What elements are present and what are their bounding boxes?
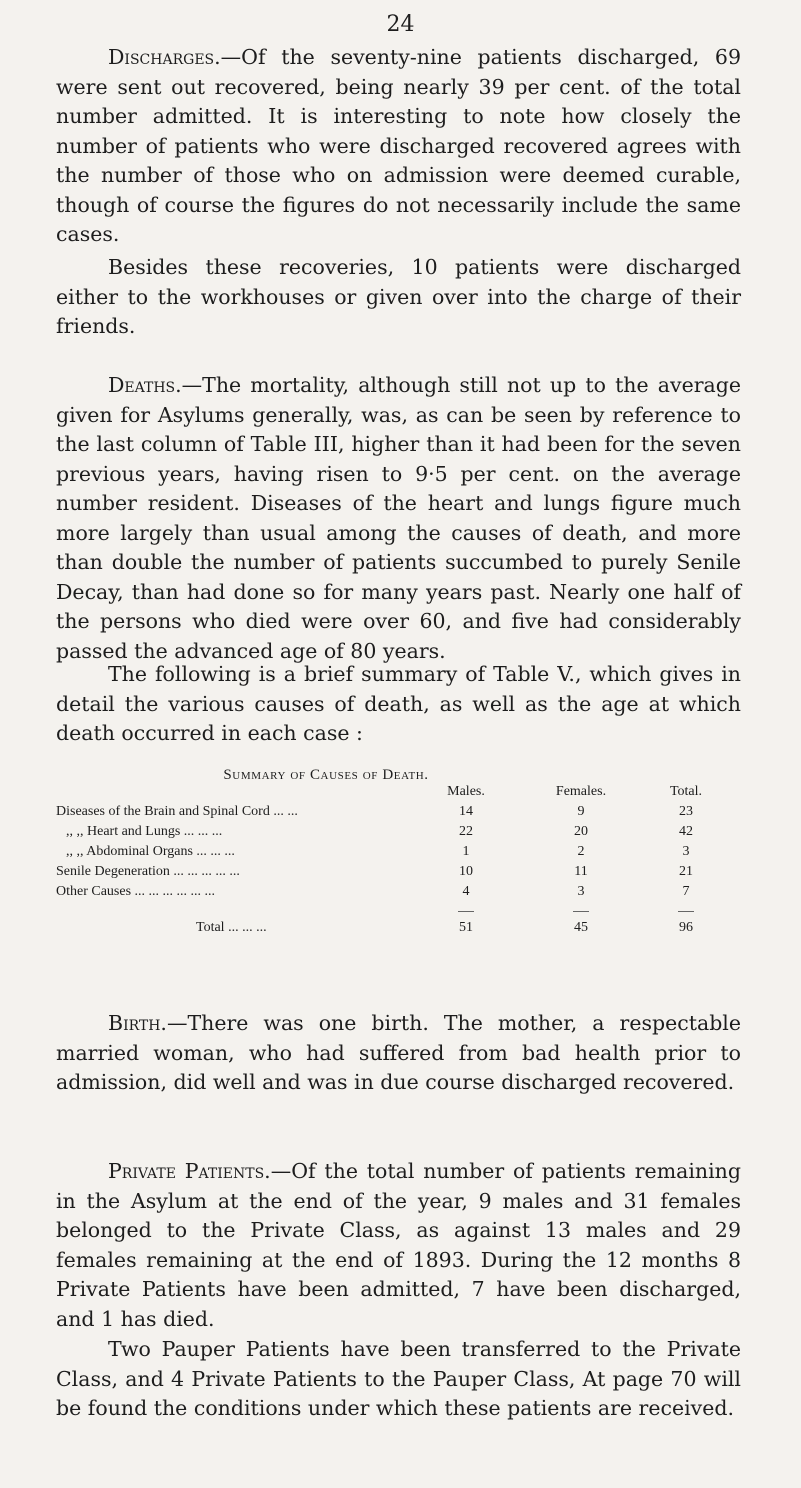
row-label: ,, ,, Heart and Lungs ... ... ... <box>66 824 223 839</box>
rule-dash <box>678 911 694 912</box>
rule-dash <box>458 911 474 912</box>
row-males: 1 <box>462 844 470 859</box>
row-total: 7 <box>682 884 690 899</box>
row-females: 3 <box>577 884 585 899</box>
discharges-heading: Discharges. <box>108 45 221 69</box>
table-title: Summary of Causes of Death. <box>223 767 429 783</box>
row-total: 42 <box>679 824 693 839</box>
birth-paragraph <box>56 1009 741 1098</box>
total-total: 96 <box>679 920 693 935</box>
besides-paragraph <box>56 253 741 342</box>
table-row <box>56 824 756 844</box>
total-label: Total ... ... ... <box>196 920 267 935</box>
row-label: ,, ,, Abdominal Organs ... ... ... <box>66 844 235 859</box>
table-row <box>56 864 756 884</box>
table-header-row <box>56 784 756 804</box>
birth-heading: Birth. <box>108 1011 167 1035</box>
header-females: Females. <box>555 784 607 799</box>
causes-of-death-table <box>56 767 756 940</box>
deaths-heading: Deaths. <box>108 373 182 397</box>
table-row <box>56 884 756 904</box>
deaths-text: —The mortality, although still not up to the average given for Asylums generally, was, as can be seen by reference to the last column of Table III, higher than it had been for the seven previous years, having risen to 9·5 per cent. on the average number resident. Diseases of the heart and lungs figure much more largely than usual among the causes of death, and more than double the number of patients succumbed to purely Senile Decay, than had done so for many years past. Nearly one half of the persons who died were over 60, and five had considerably passed the advanced age of 80 years. <box>56 373 741 663</box>
discharges-paragraph <box>56 43 741 250</box>
private-heading: Private Patients. <box>108 1159 271 1183</box>
row-females: 20 <box>574 824 588 839</box>
total-rule <box>56 904 756 920</box>
row-label: Senile Degeneration ... ... ... ... ... <box>56 864 240 879</box>
discharges-text: —Of the seventy-nine patients discharged, 69 were sent out recovered, being nearly 39 per cent. of the total number admitted. It is interesting to note how closely the number of patients who were discharged recovered agrees with the number of those who on admission were deemed curable, though of course the figures do not necessarily include the same cases. <box>56 45 741 246</box>
rule-dash <box>573 911 589 912</box>
private-paragraph <box>56 1157 741 1334</box>
following-text: The following is a brief summary of Table V., which gives in detail the various causes of death, as well as the age at which death occurred in each case : <box>56 662 741 745</box>
table-row <box>56 804 756 824</box>
row-total: 23 <box>679 804 693 819</box>
row-total: 21 <box>679 864 693 879</box>
pauper-text: Two Pauper Patients have been transferred to the Private Class, and 4 Private Patients to the Pauper Class, At page 70 will be found the conditions under which these patients are received. <box>56 1337 741 1420</box>
row-total: 3 <box>682 844 690 859</box>
table-row <box>56 844 756 864</box>
row-label: Other Causes ... ... ... ... ... ... <box>56 884 216 899</box>
row-label: Diseases of the Brain and Spinal Cord ... ... <box>56 804 298 819</box>
total-females: 45 <box>574 920 588 935</box>
row-males: 4 <box>462 884 470 899</box>
table-total-row <box>56 920 756 940</box>
besides-text: Besides these recoveries, 10 patients were discharged either to the workhouses or given over into the charge of their friends. <box>56 255 741 338</box>
following-paragraph <box>56 660 741 749</box>
row-females: 2 <box>577 844 585 859</box>
header-males: Males. <box>447 784 485 799</box>
row-females: 11 <box>574 864 588 879</box>
private-text: —Of the total number of patients remaining in the Asylum at the end of the year, 9 males and 31 females belonged to the Private Class, as against 13 males and 29 females remaining at the end of 1893. During the 12 months 8 Private Patients have been admitted, 7 have been discharged, and 1 has died. <box>56 1159 741 1331</box>
total-males: 51 <box>459 920 473 935</box>
page-number: 24 <box>386 12 415 37</box>
row-females: 9 <box>577 804 585 819</box>
header-total: Total. <box>669 784 703 799</box>
row-males: 22 <box>459 824 473 839</box>
deaths-paragraph <box>56 371 741 666</box>
pauper-paragraph <box>56 1335 741 1424</box>
birth-text: —There was one birth. The mother, a respectable married woman, who had suffered from bad health prior to admission, did well and was in due course discharged recovered. <box>56 1011 741 1094</box>
row-males: 10 <box>459 864 473 879</box>
row-males: 14 <box>459 804 473 819</box>
